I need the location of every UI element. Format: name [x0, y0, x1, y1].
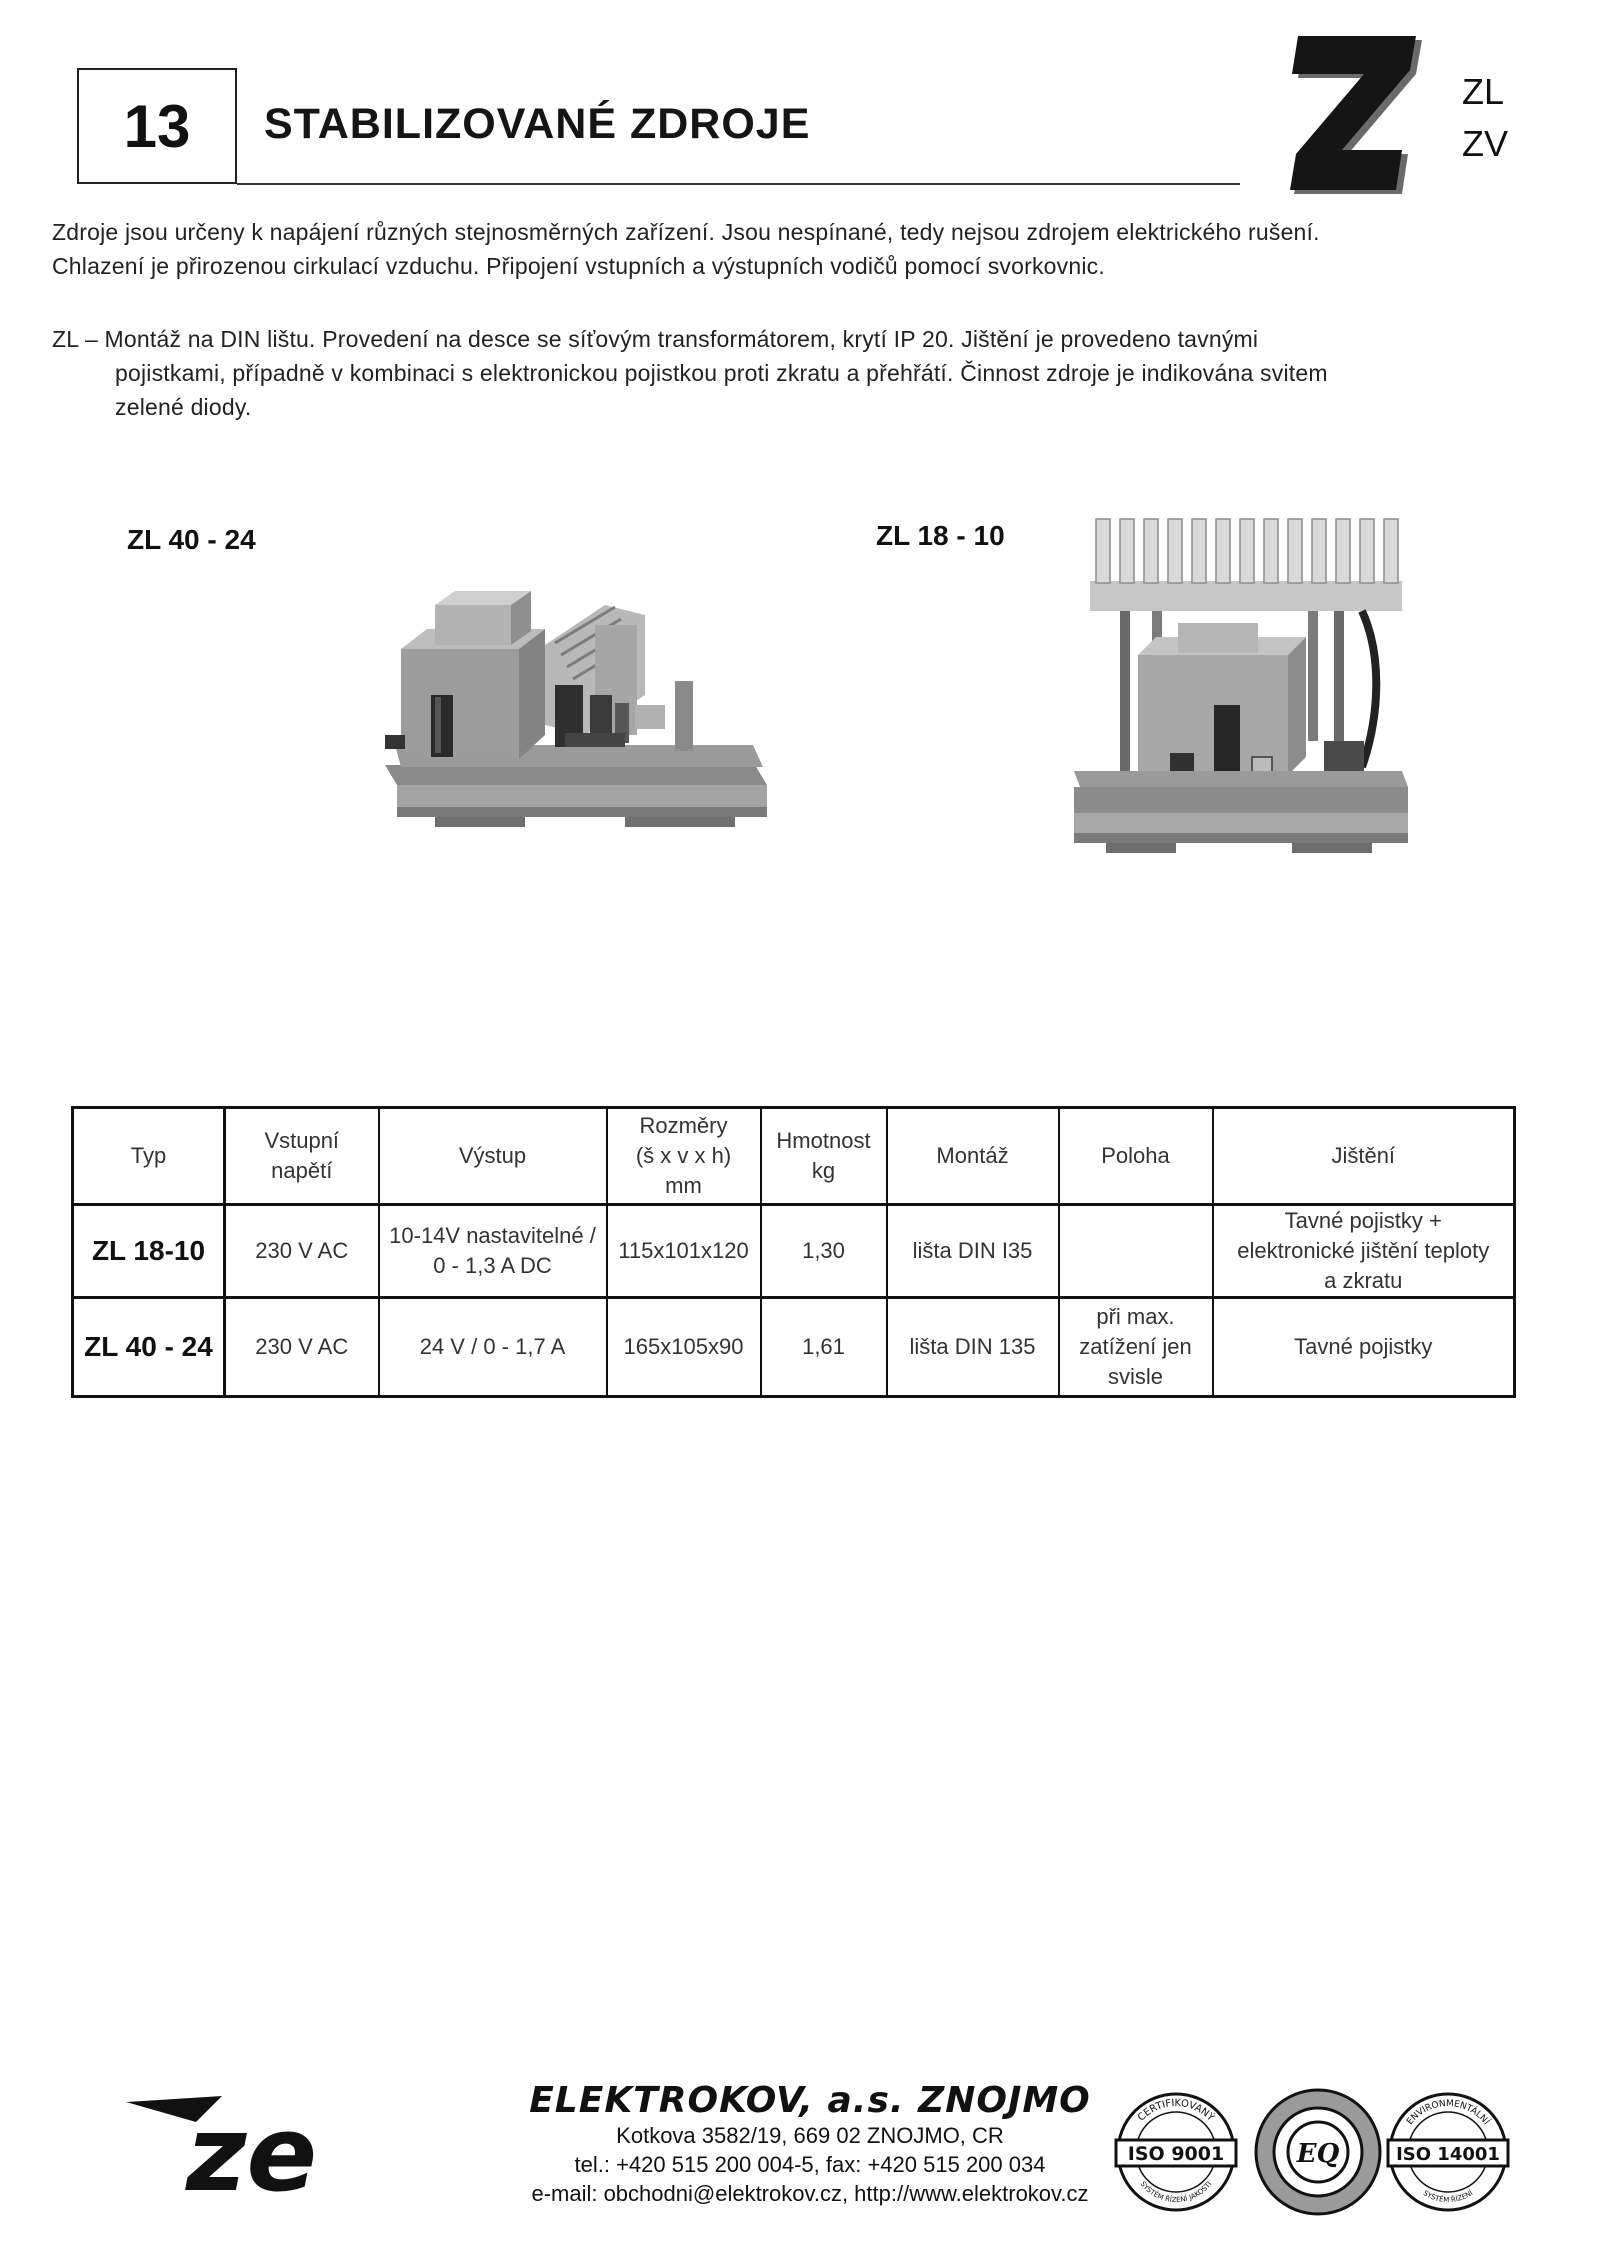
company-phone: tel.: +420 515 200 004-5, fax: +420 515 200 034 [574, 2152, 1046, 2177]
iso-14001-seal-icon [1384, 2088, 1512, 2216]
cell-poloha-line-1: při max. [1096, 1304, 1175, 1329]
zl-line-2: pojistkami, případně v kombinaci s elektronickou pojistkou proti zkratu a přehřátí. Činnost zdroje je indikována svitem [115, 360, 1328, 386]
header-typ: Typ [73, 1108, 225, 1205]
section-number: 13 [123, 92, 191, 160]
header-rule [237, 183, 1240, 185]
header-montaz: Montáž [887, 1108, 1059, 1205]
intro-line-1: Zdroje jsou určeny k napájení různých stejnosměrných zařízení. Jsou nespínané, tedy nejsou zdrojem elektrického rušení. [52, 219, 1320, 245]
zl-line-3: zelené diody. [115, 394, 252, 420]
cell-hmotnost: 1,30 [761, 1205, 887, 1298]
company-block [480, 2080, 1140, 2208]
svg-text:ENVIRONMENTÁLNÍ: ENVIRONMENTÁLNÍ [1405, 2098, 1491, 2127]
cell-vystup [379, 1205, 607, 1298]
header-vstup-line-2: napětí [271, 1158, 333, 1183]
cell-poloha-line-2: zatížení jen [1079, 1334, 1192, 1359]
svg-text:CERTIFIKOVANÝ: CERTIFIKOVANÝ [1135, 2097, 1217, 2124]
iso-9001-text: ISO 9001 [1127, 2143, 1225, 2165]
iso-9001-seal-icon [1112, 2088, 1240, 2216]
table-row [73, 1298, 1515, 1397]
company-address: Kotkova 3582/19, 669 02 ZNOJMO, CR [616, 2123, 1004, 2148]
ze-logo-text: ze [186, 2093, 318, 2198]
cell-vystup-line-1: 24 V / 0 - 1,7 A [419, 1334, 566, 1359]
header-rozmery-line-2: (š x v x h) [635, 1143, 732, 1168]
cell-rozmery: 165x105x90 [607, 1298, 761, 1397]
eq-seal-icon [1252, 2086, 1384, 2218]
cell-montaz: lišta DIN I35 [887, 1205, 1059, 1298]
header-vstupni-napeti [225, 1108, 379, 1205]
cell-jisteni [1213, 1205, 1515, 1298]
product-label-left: ZL 40 - 24 [127, 524, 256, 555]
cell-vystup-line-1: 10-14V nastavitelné / [389, 1223, 596, 1248]
header-rozmery-line-3: mm [665, 1173, 702, 1198]
cell-vystup-line-2: 0 - 1,3 A DC [433, 1253, 552, 1278]
zl-line-1: ZL – Montáž na DIN lištu. Provedení na desce se síťovým transformátorem, krytí IP 20. Jištění je provedeno tavnými [52, 326, 1259, 352]
code-zv: ZV [1462, 123, 1509, 164]
cell-rozmery: 115x101x120 [607, 1205, 761, 1298]
zl-paragraph [52, 322, 1532, 424]
cell-vstup: 230 V AC [225, 1205, 379, 1298]
cell-typ: ZL 40 - 24 [73, 1298, 225, 1397]
cell-jisteni-line-1: Tavné pojistky [1294, 1334, 1433, 1359]
section-number-box [77, 68, 237, 184]
table-row [73, 1205, 1515, 1298]
table-header-row [73, 1108, 1515, 1205]
header-hmotnost-line-1: Hmotnost [776, 1128, 871, 1153]
intro-paragraph [52, 215, 1320, 283]
svg-text:SYSTÉM ŘÍZENÍ JAKOSTI: SYSTÉM ŘÍZENÍ JAKOSTI [1138, 2179, 1214, 2205]
spec-table [71, 1106, 1516, 1398]
code-zl: ZL [1462, 71, 1505, 112]
header-rozmery [607, 1108, 761, 1205]
product-label-right: ZL 18 - 10 [876, 520, 1005, 551]
cell-jisteni-line-1: Tavné pojistky + [1284, 1208, 1442, 1233]
cell-poloha [1059, 1205, 1213, 1298]
product-codes [1462, 66, 1508, 170]
cell-jisteni-line-2: elektronické jištění teploty [1237, 1238, 1490, 1263]
header-hmotnost-line-2: kg [811, 1158, 836, 1183]
company-contact: e-mail: obchodni@elektrokov.cz, http://www.elektrokov.cz [531, 2181, 1089, 2206]
cell-vstup: 230 V AC [225, 1298, 379, 1397]
ze-logo-icon [126, 2092, 372, 2198]
header-poloha: Poloha [1059, 1108, 1213, 1205]
cell-jisteni-line-3: a zkratu [1324, 1268, 1403, 1293]
eq-seal-text: EQ [1296, 2139, 1340, 2169]
cell-typ: ZL 18-10 [73, 1205, 225, 1298]
product-photo-zl-18-10 [1062, 505, 1418, 867]
cell-poloha [1059, 1298, 1213, 1397]
cell-poloha-line-3: svisle [1107, 1364, 1163, 1389]
header-jisteni: Jištění [1213, 1108, 1515, 1205]
header-hmotnost [761, 1108, 887, 1205]
product-photo-zl-40-24 [375, 585, 775, 840]
z-logo-icon [1290, 36, 1426, 198]
cell-hmotnost: 1,61 [761, 1298, 887, 1397]
svg-text:SYSTÉM ŘÍZENÍ: SYSTÉM ŘÍZENÍ [1421, 2189, 1475, 2205]
header-vystup: Výstup [379, 1108, 607, 1205]
cell-montaz: lišta DIN 135 [887, 1298, 1059, 1397]
company-name: ELEKTROKOV, a.s. ZNOJMO [529, 2080, 1091, 2121]
intro-line-2: Chlazení je přirozenou cirkulací vzduchu. Připojení vstupních a výstupních vodičů pomocí svorkovnic. [52, 253, 1105, 279]
page-title: STABILIZOVANÉ ZDROJE [264, 100, 811, 148]
header-vstup-line-1: Vstupní [264, 1128, 340, 1153]
iso-14001-text: ISO 14001 [1396, 2144, 1500, 2165]
cell-jisteni [1213, 1298, 1515, 1397]
header-rozmery-line-1: Rozměry [639, 1113, 728, 1138]
cell-vystup [379, 1298, 607, 1397]
